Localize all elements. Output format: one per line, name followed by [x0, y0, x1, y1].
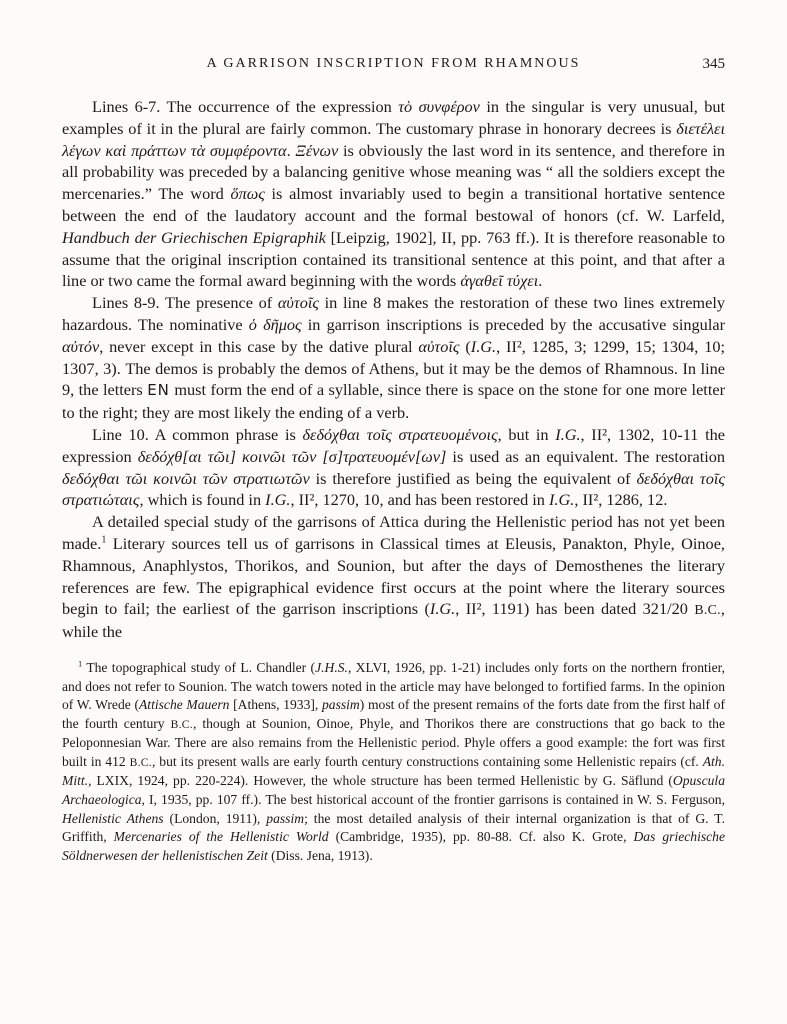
text-segment: , XLVI, 1926, pp. 1-21) includes only forts on the northern frontier, and does not refer to Sounion. The watch towers noted in the article may have belonged to fortified farms. In the opinion of W. Wrede ( — [62, 659, 725, 713]
text-segment: (Diss. Jena, 1913). — [267, 847, 373, 863]
text-segment: is obviously the last word in its sentence, and therefore in all probability was preceded by a balancing genitive whose meaning was “ all the soldiers except the mercenaries.” The word — [62, 140, 725, 204]
text-segment: , II², 1286, 12. — [574, 490, 668, 510]
italic-text-segment: I.G. — [470, 336, 497, 356]
text-segment: Lines 6-7. The occurrence of the expression — [92, 97, 399, 116]
text-segment: in the singular is very unusual, but examples of it in the plural are fairly common. The customary phrase in honorary decrees is — [62, 97, 726, 138]
running-title: A GARRISON INSCRIPTION FROM RHAMNOUS — [206, 56, 581, 71]
text-segment: Literary sources tell us of garrisons in Classical times at Eleusis, Panakton, Phyle, Oinoe, Rhamnous, Anaphlystos, Thorikos, and Sounion, but after the days of Demosthenes the literary references are few. The epigraphical evidence first occurs at the point where the literary sources begin to fail; the earliest of the garrison inscriptions ( — [62, 533, 725, 619]
text-segment: ) most of the present remains of the forts date from the first half of the fourth century — [62, 697, 725, 731]
italic-text-segment: Opuscula Archaeologica — [62, 773, 725, 808]
text-segment: , but its present walls are early fourth century constructions containing some Hellenistic repairs (cf. — [151, 753, 703, 769]
italic-text-segment: δεδόχθαι τοῖς στρατιώταις — [62, 468, 726, 510]
italic-text-segment: Ath. Mitt. — [62, 753, 725, 789]
main-text — [62, 96, 725, 643]
page-header — [62, 56, 725, 72]
text-segment: (Cambridge, 1935), pp. 80-88. Cf. also K. Grote, — [328, 829, 634, 845]
italic-text-segment: δεδόχθαι τῶι κοινῶι τῶν στρατιωτῶν — [62, 468, 310, 488]
text-segment: , which is found in — [139, 490, 266, 510]
italic-text-segment: I.G. — [549, 490, 575, 510]
italic-text-segment: αὐτόν — [62, 336, 100, 356]
text-segment: [Leipzig, 1902], II, pp. 763 ff.). It is therefore reasonable to assume that the original inscription contained its transitional sentence at this point, and that after a line or two came the formal award beginning with the words — [62, 227, 725, 291]
text-segment: , II², 1270, 10, and has been restored in — [290, 490, 550, 510]
text-segment: Lines 8-9. The presence of — [92, 293, 278, 313]
footnote-marker: 1 — [78, 658, 83, 669]
text-segment: in line 8 makes the restoration of these two lines extremely hazardous. The nominative — [62, 293, 725, 334]
italic-text-segment: ἀγαθεῖ τύχει — [460, 271, 539, 291]
footnote-text — [62, 659, 725, 866]
text-segment: , though at Sounion, Oinoe, Phyle, and Thorikos there are constructions that go back to the Peloponnesian War. There are also remains from the Hellenistic period. Phyle offers a good example: the fort was first built in 412 — [62, 715, 725, 769]
text-segment: A detailed special study of the garrisons of Attica during the Hellenistic period has not yet been made. — [62, 512, 725, 553]
italic-text-segment: I.G. — [429, 599, 456, 619]
text-segment: , while the — [62, 599, 725, 642]
text-segment: must form the end of a syllable, since there is space on the stone for one more letter to the right; they are most likely the ending of a verb. — [62, 380, 726, 423]
italic-text-segment: ὁ δῆμος — [248, 314, 302, 334]
paragraph-lines-8-9 — [62, 292, 725, 424]
italic-text-segment: Handbuch der Griechischen Epigraphik — [62, 227, 326, 247]
italic-text-segment: τὸ συνφέρον — [398, 97, 480, 116]
text-segment: The topographical study of L. Chandler ( — [82, 659, 316, 675]
text-segment: , II², 1302, 10-11 the expression — [62, 424, 725, 466]
italic-text-segment: Hellenistic Athens — [62, 810, 164, 826]
italic-text-segment: Mercenaries of the Hellenistic World — [113, 829, 329, 845]
italic-text-segment: Ξένων — [295, 140, 339, 160]
italic-text-segment: passim — [266, 810, 305, 826]
text-segment: in garrison inscriptions is preceded by the accusative singular — [301, 314, 725, 334]
italic-text-segment: I.G. — [555, 424, 581, 444]
text-segment: is almost invariably used to begin a transitional hortative sentence between the end of the laudatory account and the formal bestowal of honors (cf. W. Larfeld, — [62, 184, 725, 225]
italic-text-segment: J.H.S. — [315, 659, 348, 675]
text-segment: , but in — [497, 424, 556, 444]
italic-text-segment: δεδόχθαι τοῖς στρατευομένοις — [302, 424, 498, 444]
text-segment: is used as an equivalent. The restoration — [446, 446, 726, 466]
text-segment: is therefore justified as being the equivalent of — [309, 468, 637, 488]
text-segment: Line 10. A common phrase is — [92, 424, 303, 444]
footnote-marker: 1 — [101, 534, 107, 546]
text-segment: B.C. — [129, 755, 152, 769]
inscription-letters: ΕΝ — [147, 381, 170, 400]
text-segment: , II², 1285, 3; 1299, 15; 1304, 10; 1307, 3). The demos is probably the demos of Athens, but it may be the demos of Rhamnous. In line 9, the letters — [62, 336, 726, 400]
text-segment: , II², 1191) has been dated 321/20 — [455, 599, 695, 619]
text-segment: [Athens, 1933], — [229, 697, 322, 713]
paragraph-lines-6-7 — [62, 96, 725, 292]
text-segment: (London, 1911), — [163, 810, 267, 826]
italic-text-segment: δεδόχθ[αι τῶι] κοινῶι τῶν [σ]τρατευομέν[ων] — [137, 446, 447, 466]
text-segment: , I, 1935, pp. 107 ff.). The best historical account of the frontier garrisons is contained in W. S. Ferguson, — [141, 792, 725, 808]
italic-text-segment: ὅπως — [230, 184, 265, 204]
footnote-section — [62, 659, 725, 866]
italic-text-segment: I.G. — [265, 490, 291, 510]
text-segment: , LXIX, 1924, pp. 220-224). However, the whole structure has been termed Hellenistic by G. Säflund ( — [88, 773, 673, 789]
text-segment: . — [538, 271, 543, 291]
paragraph-garrisons — [62, 511, 725, 643]
italic-text-segment: passim — [321, 697, 360, 713]
italic-text-segment: αὐτοῖς — [418, 336, 460, 356]
italic-text-segment: αὐτοῖς — [277, 293, 319, 313]
page-number: 345 — [702, 56, 725, 72]
text-segment: ; the most detailed analysis of their internal organization is that of G. T. Griffith, — [62, 810, 725, 845]
text-segment: ( — [459, 336, 471, 356]
paragraph-line-10 — [62, 424, 725, 511]
italic-text-segment: Das griechische Söldnerwesen der hellenistischen Zeit — [62, 829, 726, 863]
text-segment: . — [286, 140, 296, 160]
text-segment: B.C. — [170, 717, 193, 731]
text-segment: B.C. — [694, 602, 721, 618]
text-segment: , never except in this case by the dative plural — [99, 336, 419, 356]
italic-text-segment: διετέλει λέγων καὶ πράττων τὰ συμφέροντα — [62, 118, 725, 160]
italic-text-segment: Attische Mauern — [138, 697, 230, 713]
